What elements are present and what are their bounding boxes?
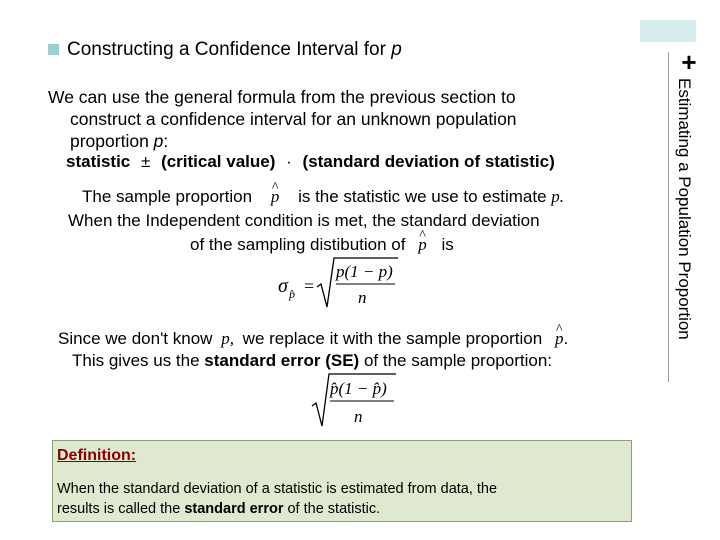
definition-line-2-suffix: of the statistic. — [283, 501, 381, 517]
phat-symbol: ^ p — [418, 234, 427, 256]
definition-text — [57, 479, 622, 519]
intro-paragraph — [48, 86, 608, 152]
paragraph1-part1: The sample proportion — [82, 187, 253, 206]
paragraph1-line3 — [190, 234, 454, 256]
heading-variable: p — [391, 39, 402, 60]
section-side-title: Estimating a Population Proportion — [675, 78, 694, 340]
plus-icon: + — [681, 47, 697, 77]
paragraph1-var: p. — [551, 187, 565, 206]
side-divider — [668, 52, 669, 382]
paragraph1-line2: When the Independent condition is met, the standard deviation — [68, 211, 540, 230]
phat-symbol: ^ p — [271, 186, 280, 208]
bullet-square-icon — [48, 44, 59, 55]
sigma-subscript: p̂ — [289, 287, 295, 301]
intro-line-3-var: p — [153, 131, 164, 151]
paragraph2-part2: we replace it with the sample proportion — [242, 329, 543, 348]
definition-line-2-prefix: results is called the — [57, 501, 185, 517]
paragraph2-line2 — [72, 350, 552, 372]
paragraph2-var: p, — [221, 329, 234, 348]
sigma-denominator: n — [358, 288, 367, 307]
heading-text: Constructing a Confidence Interval for — [67, 39, 392, 60]
paragraph1-line1 — [82, 186, 564, 208]
corner-accent-block — [640, 20, 696, 42]
standard-error-term: standard error (SE) — [204, 351, 360, 370]
definition-line-2 — [57, 499, 622, 519]
formula-plus-minus: ± — [140, 152, 151, 171]
equals-sign: = — [304, 276, 315, 296]
intro-line-3 — [48, 130, 608, 152]
intro-line-1: We can use the general formula from the previous section to — [48, 87, 516, 107]
definition-title: Definition: — [57, 447, 137, 464]
formula-critical-value: (critical value) — [161, 152, 276, 171]
definition-box — [52, 440, 632, 522]
sigma-symbol: σ — [278, 275, 288, 297]
paragraph2-line2-prefix: This gives us the — [72, 351, 205, 370]
paragraph2-line2-suffix: of the sample proportion: — [359, 351, 552, 370]
formula-dot: · — [286, 152, 292, 171]
definition-bold-term: standard error — [184, 501, 284, 517]
se-denominator: n — [354, 407, 363, 426]
paragraph1-line3-text: of the sampling distibution of — [190, 235, 406, 254]
sigma-formula — [270, 255, 410, 315]
standard-error-formula — [308, 370, 408, 432]
slide-heading — [48, 38, 402, 62]
phat-symbol: ^ p — [555, 328, 564, 350]
definition-line-1: When the standard deviation of a statistic is estimated from data, the — [57, 481, 498, 497]
paragraph2-part1: Since we don't know — [58, 329, 213, 348]
general-ci-formula — [66, 152, 555, 172]
paragraph2-end: . — [563, 329, 569, 348]
intro-line-3-suffix: : — [163, 131, 169, 151]
formula-statistic: statistic — [66, 152, 131, 171]
intro-line-2: construct a confidence interval for an unknown population — [70, 109, 517, 129]
paragraph1-part2: is the statistic we use to estimate — [298, 187, 547, 206]
intro-line-3-prefix: proportion — [70, 131, 154, 151]
se-numerator: p̂(1 − p̂) — [330, 379, 387, 398]
formula-standard-deviation: (standard deviation of statistic) — [302, 152, 555, 171]
paragraph1-line3-end: is — [441, 235, 454, 254]
paragraph2-line1 — [58, 328, 568, 350]
sigma-numerator: p(1 − p) — [336, 262, 393, 281]
